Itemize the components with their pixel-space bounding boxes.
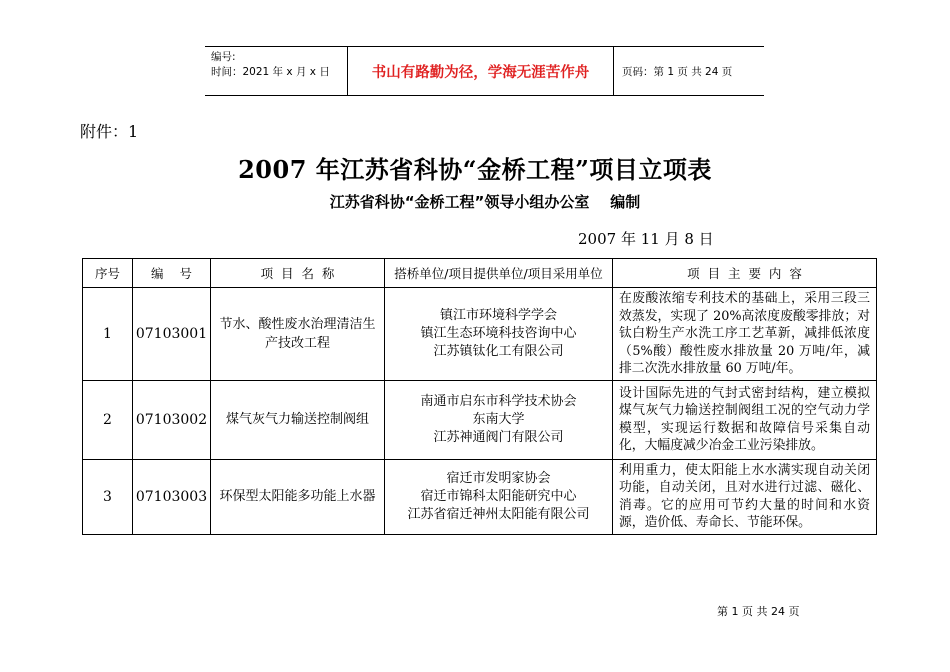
row-desc: 利用重力，使太阳能上水水满实现自动关闭功能，自动关闭，且对水进行过滤、磁化、消毒。它的应用可节约大量的时间和水资源，造价低、寿命长、节能环保。	[613, 459, 877, 534]
document-header	[205, 46, 764, 96]
header-time-label: 时间：2021 年 x 月 x 日	[211, 66, 330, 78]
header-motto: 书山有路勤为径，学海无涯苦作舟	[348, 47, 614, 95]
row-name: 煤气灰气力输送控制阀组	[211, 380, 385, 459]
org-item: 江苏神通阀门有限公司	[433, 429, 564, 445]
row-orgs	[385, 288, 613, 381]
row-name: 环保型太阳能多功能上水器	[211, 459, 385, 534]
table-header-row	[83, 259, 877, 288]
org-item: 江苏镇钛化工有限公司	[433, 343, 564, 359]
org-item: 东南大学	[472, 411, 525, 427]
page-subtitle: 江苏省科协“金桥工程”领导小组办公室 编制	[329, 193, 641, 211]
row-num: 1	[83, 288, 133, 381]
col-header-desc: 项 目 主 要 内 容	[613, 259, 877, 288]
row-num: 3	[83, 459, 133, 534]
col-header-orgs: 搭桥单位/项目提供单位/项目采用单位	[385, 259, 613, 288]
org-item: 宿迁市发明家协会	[446, 470, 551, 486]
page-footer: 第 1 页 共 24 页	[717, 605, 800, 618]
row-desc: 在废酸浓缩专利技术的基础上，采用三段三效蒸发，实现了 20%高浓度废酸零排放；对钛白粉生产水洗工序工艺革新，减排低浓度（5%酸）酸性废水排放量 20 万吨/年，减排二次洗水排放量 60 万吨/年。	[613, 288, 877, 381]
org-item: 江苏省宿迁神州太阳能有限公司	[407, 506, 590, 522]
table-row	[83, 459, 877, 534]
col-header-code: 编 号	[133, 259, 211, 288]
row-code: 07103002	[133, 380, 211, 459]
org-item: 镇江市环境科学学会	[439, 307, 557, 323]
row-orgs	[385, 380, 613, 459]
annex-label: 附件：1	[80, 122, 139, 141]
col-header-num: 序号	[83, 259, 133, 288]
table-row	[83, 380, 877, 459]
row-code: 07103001	[133, 288, 211, 381]
header-number-label: 编号:	[211, 51, 236, 63]
row-code: 07103003	[133, 459, 211, 534]
page-title: 2007 年江苏省科协“金桥工程”项目立项表	[238, 155, 712, 184]
table-row	[83, 288, 877, 381]
org-item: 镇江生态环境科技咨询中心	[420, 325, 577, 341]
document-date: 2007 年 11 月 8 日	[578, 230, 714, 248]
row-desc: 设计国际先进的气封式密封结构，建立模拟煤气灰气力输送控制阀组工况的空气动力学模型，实现运行数据和故障信号采集自动化，大幅度减少冶金工业污染排放。	[613, 380, 877, 459]
row-num: 2	[83, 380, 133, 459]
col-header-name: 项 目 名 称	[211, 259, 385, 288]
project-table	[82, 258, 877, 535]
header-page-info: 页码：第 1 页 共 24 页	[622, 65, 733, 78]
org-item: 南通市启东市科学技术协会	[420, 393, 577, 409]
row-orgs	[385, 459, 613, 534]
header-meta	[205, 47, 348, 95]
row-name: 节水、酸性废水治理清洁生产技改工程	[211, 288, 385, 381]
org-item: 宿迁市锦科太阳能研究中心	[420, 488, 577, 504]
